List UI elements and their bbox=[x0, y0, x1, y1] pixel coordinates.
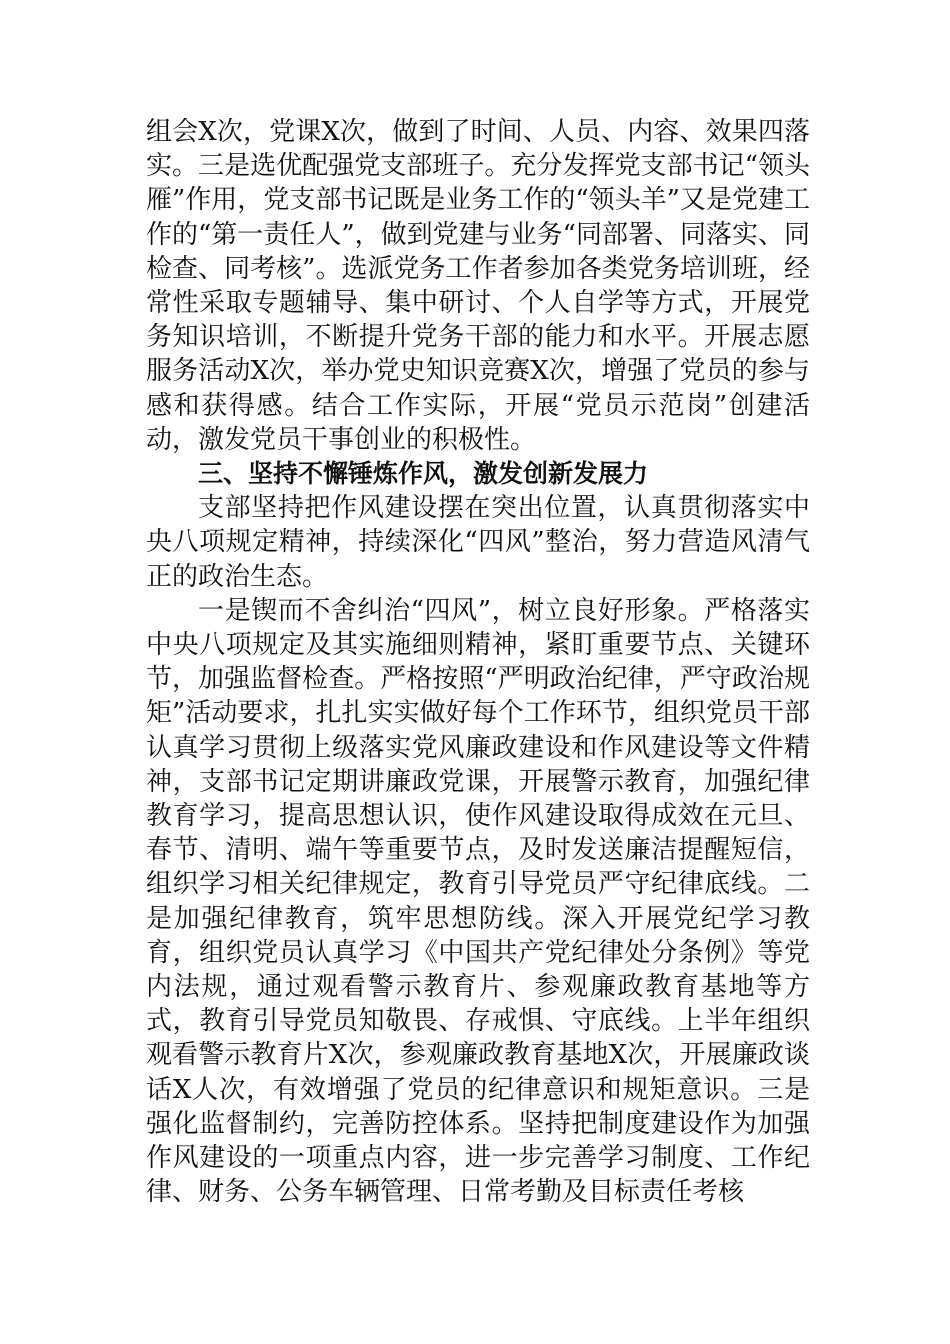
paragraph-section-details: 一是锲而不舍纠治“四风”，树立良好形象。严格落实中央八项规定及其实施细则精神，紧盯重要节点、关键环节，加强监督检查。严格按照“严明政治纪律，严守政治规矩”活动要求，扎扎实实做好每个工作环节，组织党员干部认真学习贯彻上级落实党风廉政建设和作风建设等文件精神，支部书记定期讲廉政党课，开展警示教育，加强纪律教育学习，提高思想认识，使作风建设取得成效在元旦、春节、清明、端午等重要节点，及时发送廉洁提醒短信，组织学习相关纪律规定，教育引导党员严守纪律底线。二是加强纪律教育，筑牢思想防线。深入开展党纪学习教育，组织党员认真学习《中国共产党纪律处分条例》等党内法规，通过观看警示教育片、参观廉政教育基地等方式，教育引导党员知敬畏、存戒惧、守底线。上半年组织观看警示教育片X次，参观廉政教育基地X次，开展廉政谈话X人次，有效增强了党员的纪律意识和规矩意识。三是强化监督制约，完善防控体系。坚持把制度建设作为加强作风建设的一项重点内容，进一步完善学习制度、工作纪律、财务、公务车辆管理、日常考勤及目标责任考核 bbox=[146, 595, 810, 1208]
paragraph-continuation: 组会X次，党课X次，做到了时间、人员、内容、效果四落实。三是选优配强党支部班子。充分发挥党支部书记“领头雁”作用，党支部书记既是业务工作的“领头羊”又是党建工作的“第一责任人”，做到党建与业务“同部署、同落实、同检查、同考核”。选派党务工作者参加各类党务培训班，经常性采取专题辅导、集中研讨、个人自学等方式，开展党务知识培训，不断提升党务干部的能力和水平。开展志愿服务活动X次，举办党史知识竞赛X次，增强了党员的参与感和获得感。结合工作实际，开展“党员示范岗”创建活动，激发党员干事创业的积极性。 bbox=[146, 117, 810, 455]
document-body bbox=[146, 115, 810, 1210]
section-heading-3: 三、坚持不懈锤炼作风，激发创新发展力 bbox=[198, 459, 649, 489]
paragraph-section-intro: 支部坚持把作风建设摆在突出位置，认真贯彻落实中央八项规定精神，持续深化“四风”整治，努力营造风清气正的政治生态。 bbox=[146, 493, 810, 592]
